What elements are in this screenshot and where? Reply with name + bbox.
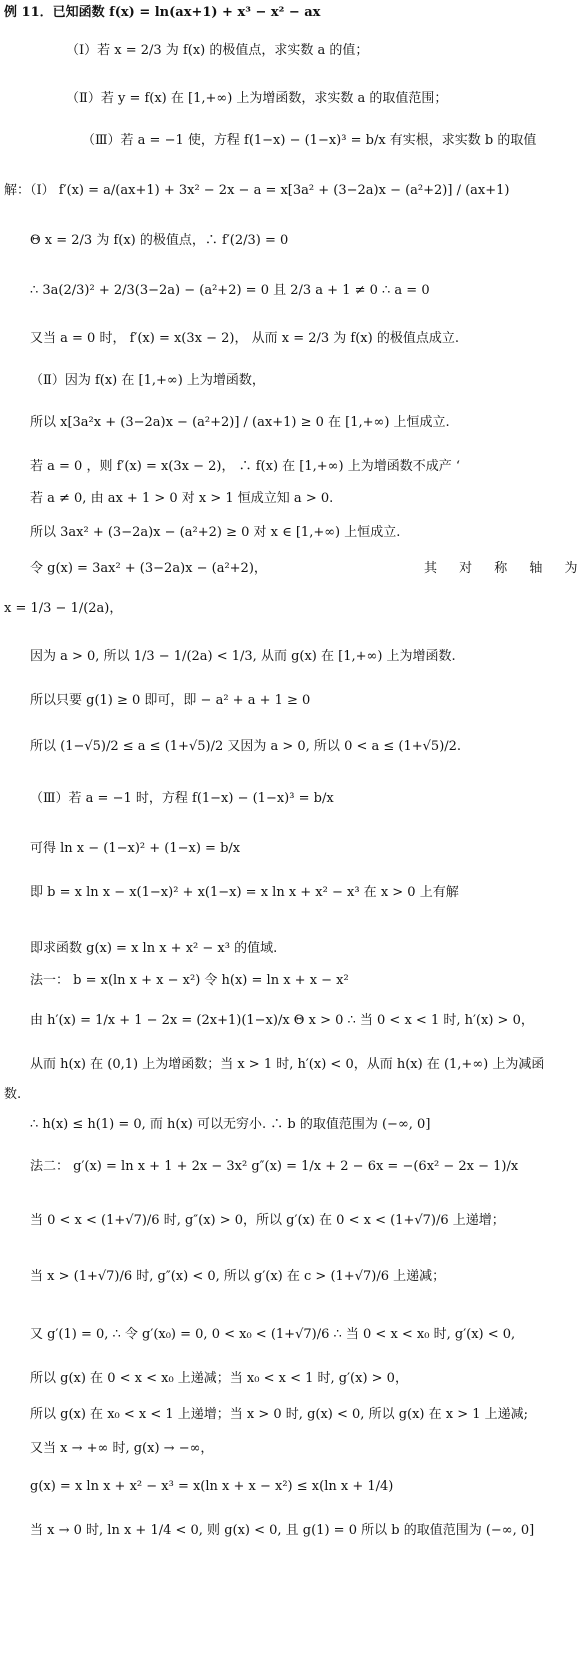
math-line-s12: 因为 a > 0, 所以 1/3 − 1/(2a) < 1/3, 从而 g(x) 在 [1,+∞) 上为增函数. [30,649,456,664]
math-line-ex-title: 例 11．已知函数 f(x) = ln(ax+1) + x³ − x² − ax [4,5,321,20]
math-line-s15: （Ⅲ）若 a = −1 时，方程 f(1−x) − (1−x)³ = b/x [30,791,334,806]
math-line-s7: 若 a = 0 ，则 f′(x) = x(3x − 2)， ∴ f(x) 在 [1,+∞) 上为增函数不成产 ‘ [30,459,460,474]
math-line-s29: 所以 g(x) 在 x₀ < x < 1 上递增；当 x > 0 时, g(x) < 0, 所以 g(x) 在 x > 1 上递减; [30,1407,529,1422]
math-line-s32: 当 x → 0 时, ln x + 1/4 < 0, 则 g(x) < 0, 且 g(1) = 0 所以 b 的取值范围为 (−∞, 0] [30,1523,535,1538]
math-line-s4: 又当 a = 0 时， f′(x) = x(3x − 2)， 从而 x = 2/3 为 f(x) 的极值点成立. [30,331,459,346]
math-line-s26: 当 x > (1+√7)/6 时, g″(x) < 0, 所以 g′(x) 在 c > (1+√7)/6 上递减； [30,1269,446,1284]
math-line-s25: 当 0 < x < (1+√7)/6 时, g″(x) > 0，所以 g′(x) 在 0 < x < (1+√7)/6 上递增； [30,1213,505,1228]
math-line-s14: 所以 (1−√5)/2 ≤ a ≤ (1+√5)/2 又因为 a > 0, 所以 0 < a ≤ (1+√5)/2. [30,739,462,754]
math-line-s31: g(x) = x ln x + x² − x³ = x(ln x + x − x²) ≤ x(ln x + 1/4) [30,1479,394,1494]
math-line-s27: 又 g′(1) = 0, ∴ 令 g′(x₀) = 0, 0 < x₀ < (1+√7)/6 ∴ 当 0 < x < x₀ 时, g′(x) < 0, [30,1327,516,1342]
math-line-s6: 所以 x[3a²x + (3−2a)x − (a²+2)] / (ax+1) ≥ 0 在 [1,+∞) 上恒成立. [30,415,450,430]
math-line-s30: 又当 x → +∞ 时, g(x) → −∞， [30,1441,214,1456]
math-line-s20: 由 h′(x) = 1/x + 1 − 2x = (2x+1)(1−x)/x Θ x > 0 ∴ 当 0 < x < 1 时, h′(x) > 0， [30,1013,534,1028]
math-line-s19: 法一： b = x(ln x + x − x²) 令 h(x) = ln x + x − x² [30,973,349,988]
math-line-s8: 若 a ≠ 0, 由 ax + 1 > 0 对 x > 1 恒成立知 a > 0. [30,491,334,506]
math-line-s21: 从而 h(x) 在 (0,1) 上为增函数；当 x > 1 时, h′(x) < 0，从而 h(x) 在 (1,+∞) 上为减函 [30,1057,545,1072]
axis-of-symmetry-phrase: 其 对 称 轴 为 [424,561,578,576]
math-line-s3: ∴ 3a(2/3)² + 2/3(3−2a) − (a²+2) = 0 且 2/3 a + 1 ≠ 0 ∴ a = 0 [30,283,430,298]
math-line-s9: 所以 3ax² + (3−2a)x − (a²+2) ≥ 0 对 x ∈ [1,+∞) 上恒成立. [30,525,401,540]
math-line-s5: （Ⅱ）因为 f(x) 在 [1,+∞) 上为增函数， [30,373,265,388]
math-line-s24: 法二： g′(x) = ln x + 1 + 2x − 3x² g″(x) = 1/x + 2 − 6x = −(6x² − 2x − 1)/x [30,1159,519,1174]
math-line-p3: （Ⅲ）若 a = −1 使，方程 f(1−x) − (1−x)³ = b/x 有实根，求实数 b 的取值 [82,133,537,148]
math-line-s13: 所以只要 g(1) ≥ 0 即可，即 − a² + a + 1 ≥ 0 [30,693,311,708]
math-line-s22: 数. [4,1087,22,1102]
math-line-s18: 即求函数 g(x) = x ln x + x² − x³ 的值域. [30,941,278,956]
math-line-s23: ∴ h(x) ≤ h(1) = 0, 而 h(x) 可以无穷小. ∴ b 的取值范围为 (−∞, 0] [30,1117,431,1132]
math-line-s16: 可得 ln x − (1−x)² + (1−x) = b/x [30,841,241,856]
math-line-s1: 解：（Ⅰ） f′(x) = a/(ax+1) + 3x² − 2x − a = x[3a² + (3−2a)x − (a²+2)] / (ax+1) [4,183,510,198]
math-line-s28: 所以 g(x) 在 0 < x < x₀ 上递减；当 x₀ < x < 1 时, g′(x) > 0， [30,1371,408,1386]
math-line-s11: x = 1/3 − 1/(2a)， [4,601,123,616]
math-line-p1: （Ⅰ）若 x = 2/3 为 f(x) 的极值点，求实数 a 的值； [66,43,369,58]
math-line-p2: （Ⅱ）若 y = f(x) 在 [1,+∞) 上为增函数，求实数 a 的取值范围； [66,91,448,106]
math-line-s10: 令 g(x) = 3ax² + (3−2a)x − (a²+2)， [30,561,267,576]
math-line-s2: Θ x = 2/3 为 f(x) 的极值点，∴ f′(2/3) = 0 [30,233,289,248]
math-line-s17: 即 b = x ln x − x(1−x)² + x(1−x) = x ln x + x² − x³ 在 x > 0 上有解 [30,885,459,900]
